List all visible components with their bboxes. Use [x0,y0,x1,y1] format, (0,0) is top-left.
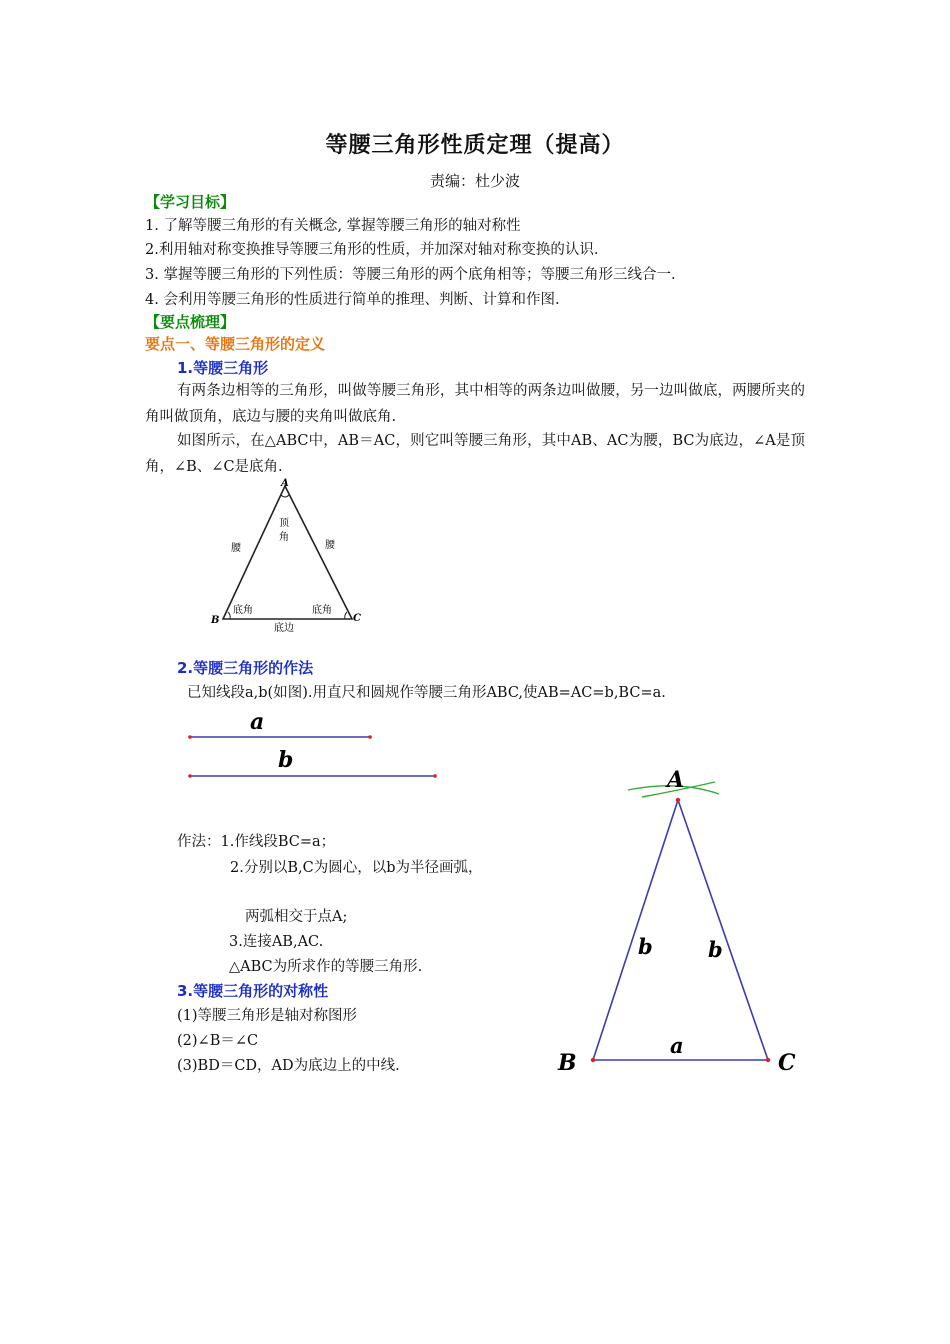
given-segments-figure [185,705,445,785]
leg-right-label: 腰 [325,540,335,551]
base-angle-right-label: 底角 [312,605,332,616]
segment-a-end-point [368,735,372,739]
sub3-title: 3.等腰三角形的对称性 [177,982,329,1000]
objective-item: 4. 会利用等腰三角形的性质进行简单的推理、判断、计算和作图. [145,292,560,308]
labeled-triangle-figure [195,476,375,638]
symmetry-item-1: (1)等腰三角形是轴对称图形 [177,1008,358,1024]
symmetry-item-2: (2)∠B＝∠C [177,1033,259,1049]
base-angle-mark-right [345,612,347,619]
construction-triangle-figure [550,760,810,1080]
construction-given: 已知线段a,b(如图).用直尺和圆规作等腰三角形ABC,使AB=AC=b,BC=a. [187,685,666,701]
construction-step-2: 2.分别以B,C为圆心，以b为半径画弧， [230,860,483,876]
vertex-b-label: B [211,615,220,626]
side-ac-label: b [708,937,723,962]
apex-angle-label-2: 角 [279,532,289,543]
point-a [676,798,680,802]
side-bc-label: a [670,1033,684,1058]
construction-step-2-cont: 两弧相交于点A; [245,909,348,925]
point-c [766,1058,770,1062]
point1-title: 要点一、等腰三角形的定义 [145,335,326,353]
side-ab-label: b [638,934,653,959]
sub2-title: 2.等腰三角形的作法 [177,659,314,677]
base-angle-mark-left [228,612,230,619]
example-paragraph: 如图所示，在△ABC中，AB＝AC，则它叫等腰三角形，其中AB、AC为腰，BC为底边，∠A是顶角，∠B、∠C是底角. [145,433,805,475]
segment-b-start-point [188,774,192,778]
vertex-c-label: C [778,1050,796,1076]
page-title: 等腰三角形性质定理（提高） [325,133,625,158]
segment-b-label: b [278,747,294,773]
author-line: 责编：杜少波 [429,172,520,190]
point-b [591,1058,595,1062]
keypoints-heading: 【要点梳理】 [145,313,236,331]
objectives-heading: 【学习目标】 [145,193,236,211]
sub1-title: 1.等腰三角形 [177,359,269,377]
construction-result: △ABC为所求作的等腰三角形. [229,959,423,975]
construction-step-3: 3.连接AB,AC. [229,934,324,950]
objective-item: 1. 了解等腰三角形的有关概念, 掌握等腰三角形的轴对称性 [145,218,521,234]
vertex-a-label: A [667,767,685,793]
segment-b-end-point [433,774,437,778]
segment-a-start-point [188,735,192,739]
segment-a-label: a [250,709,265,735]
triangle-outline [223,486,352,619]
construction-step-1: 作法：1.作线段BC=a； [177,834,336,850]
objective-item: 3. 掌握等腰三角形的下列性质：等腰三角形的两个底角相等；等腰三角形三线合一. [145,267,676,283]
vertex-c-label: C [353,613,361,624]
objective-item: 2.利用轴对称变换推导等腰三角形的性质，并加深对轴对称变换的认识. [145,242,599,258]
leg-left-label: 腰 [231,543,241,554]
vertex-a-label: A [281,478,289,489]
apex-angle-mark [281,495,289,497]
apex-angle-label-1: 顶 [279,518,289,529]
base-label: 底边 [274,623,294,634]
vertex-b-label: B [558,1050,577,1076]
side-ab-line [593,800,678,1060]
definition-paragraph: 有两条边相等的三角形，叫做等腰三角形，其中相等的两条边叫做腰，另一边叫做底，两腰所夹的角叫做顶角，底边与腰的夹角叫做底角. [145,383,805,425]
side-ac-line [678,800,768,1060]
base-angle-left-label: 底角 [233,605,253,616]
symmetry-item-3: (3)BD＝CD，AD为底边上的中线. [177,1058,400,1074]
